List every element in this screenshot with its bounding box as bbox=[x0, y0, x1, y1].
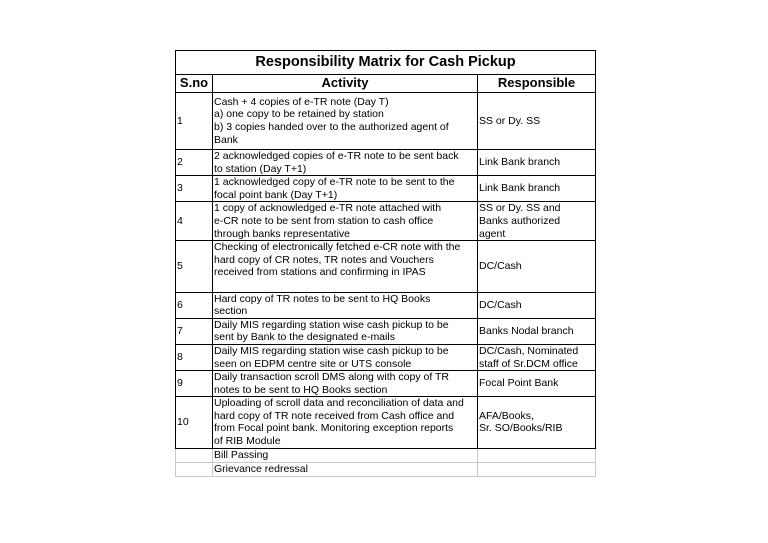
table-title: Responsibility Matrix for Cash Pickup bbox=[176, 51, 596, 75]
table-row bbox=[176, 371, 596, 397]
responsible-line: Link Bank branch bbox=[479, 182, 561, 195]
row-responsible bbox=[478, 371, 596, 397]
row-responsible bbox=[478, 202, 596, 241]
table-row bbox=[176, 292, 596, 318]
row-responsible bbox=[478, 93, 596, 150]
row-activity bbox=[213, 202, 478, 241]
row-activity bbox=[213, 176, 478, 202]
row-activity bbox=[213, 93, 478, 150]
activity-line: notes to be sent to HQ Books section bbox=[214, 383, 388, 396]
header-row bbox=[176, 75, 596, 93]
responsible-line: DC/Cash bbox=[479, 260, 522, 273]
responsible-line: Sr. SO/Books/RIB bbox=[479, 422, 563, 435]
activity-line: e-CR note to be sent from station to cash office bbox=[214, 214, 434, 227]
responsible-line: Banks authorized bbox=[479, 214, 561, 227]
activity-line: Daily MIS regarding station wise cash pickup to be bbox=[214, 318, 449, 331]
activity-line: hard copy of CR notes, TR notes and Vouchers bbox=[214, 253, 434, 266]
row-sno: 9 bbox=[176, 371, 213, 397]
row-activity bbox=[213, 371, 478, 397]
responsible-line: Banks Nodal branch bbox=[479, 325, 574, 338]
table-row bbox=[176, 318, 596, 344]
activity-line: Checking of electronically fetched e-CR note with the bbox=[214, 241, 461, 254]
header-activity: Activity bbox=[213, 75, 478, 93]
header-responsible: Responsible bbox=[478, 75, 596, 93]
responsible-line: DC/Cash, Nominated bbox=[479, 344, 579, 357]
responsible-line: Link Bank branch bbox=[479, 156, 561, 169]
activity-line: Daily MIS regarding station wise cash pickup to be bbox=[214, 344, 449, 357]
row-activity bbox=[213, 397, 478, 448]
activity-line: received from stations and confirming in IPAS bbox=[214, 266, 426, 279]
row-activity bbox=[213, 150, 478, 176]
responsible-line: Focal Point Bank bbox=[479, 377, 559, 390]
activity-line: b) 3 copies handed over to the authorized agent of bbox=[214, 121, 449, 133]
row-sno: 10 bbox=[176, 397, 213, 448]
row-responsible bbox=[478, 318, 596, 344]
row-responsible bbox=[478, 176, 596, 202]
table-row bbox=[176, 397, 596, 448]
activity-line: a) one copy to be retained by station bbox=[214, 108, 384, 121]
table-row-extra bbox=[176, 462, 596, 476]
responsible-line: staff of Sr.DCM office bbox=[479, 357, 578, 370]
activity-line: of RIB Module bbox=[214, 435, 281, 448]
row-responsible bbox=[478, 241, 596, 292]
activity-line: focal point bank (Day T+1) bbox=[214, 188, 338, 201]
row-responsible bbox=[478, 397, 596, 448]
row-sno: 4 bbox=[176, 202, 213, 241]
table-row bbox=[176, 150, 596, 176]
row-activity bbox=[213, 318, 478, 344]
activity-line: 1 acknowledged copy of e-TR note to be sent to the bbox=[214, 176, 455, 189]
row-sno-empty bbox=[176, 462, 213, 476]
row-activity bbox=[213, 241, 478, 292]
responsible-line: agent bbox=[479, 227, 506, 240]
row-responsible-empty bbox=[478, 448, 596, 462]
activity-line: 1 copy of acknowledged e-TR note attached with bbox=[214, 202, 442, 215]
activity-line: through banks representative bbox=[214, 227, 351, 240]
row-sno: 1 bbox=[176, 93, 213, 150]
table-body bbox=[176, 93, 596, 477]
responsible-line: SS or Dy. SS and bbox=[479, 202, 561, 215]
activity-line: 2 acknowledged copies of e-TR note to be sent back bbox=[214, 150, 459, 162]
table-row bbox=[176, 344, 596, 370]
row-sno: 7 bbox=[176, 318, 213, 344]
responsible-line: SS or Dy. SS bbox=[479, 114, 541, 127]
activity-line: from Focal point bank. Monitoring exception reports bbox=[214, 422, 454, 435]
responsibility-matrix-table bbox=[175, 50, 596, 477]
activity-line bbox=[214, 279, 476, 292]
row-responsible bbox=[478, 344, 596, 370]
row-activity bbox=[213, 292, 478, 318]
activity-line: section bbox=[214, 305, 248, 318]
activity-line: Daily transaction scroll DMS along with copy of TR bbox=[214, 371, 449, 384]
row-sno: 3 bbox=[176, 176, 213, 202]
row-responsible-empty bbox=[478, 462, 596, 476]
row-activity: Bill Passing bbox=[213, 448, 478, 462]
row-sno: 2 bbox=[176, 150, 213, 176]
activity-line: Cash + 4 copies of e-TR note (Day T) bbox=[214, 95, 389, 108]
title-row bbox=[176, 51, 596, 75]
activity-line: to station (Day T+1) bbox=[214, 162, 307, 175]
table-row bbox=[176, 202, 596, 241]
activity-line: hard copy of TR note received from Cash office and bbox=[214, 409, 455, 422]
row-responsible bbox=[478, 292, 596, 318]
row-sno: 5 bbox=[176, 241, 213, 292]
table-row-extra bbox=[176, 448, 596, 462]
table-row bbox=[176, 241, 596, 292]
activity-line: sent by Bank to the designated e-mails bbox=[214, 331, 395, 344]
table-row bbox=[176, 93, 596, 150]
row-activity bbox=[213, 344, 478, 370]
activity-line: Uploading of scroll data and reconciliation of data and bbox=[214, 397, 464, 410]
table-row bbox=[176, 176, 596, 202]
row-activity: Grievance redressal bbox=[213, 462, 478, 476]
row-sno: 8 bbox=[176, 344, 213, 370]
responsible-line: DC/Cash bbox=[479, 298, 522, 311]
activity-line: seen on EDPM centre site or UTS console bbox=[214, 357, 412, 370]
activity-line: Hard copy of TR notes to be sent to HQ Books bbox=[214, 292, 431, 305]
row-sno-empty bbox=[176, 448, 213, 462]
activity-line: Bank bbox=[214, 133, 238, 146]
row-responsible bbox=[478, 150, 596, 176]
row-sno: 6 bbox=[176, 292, 213, 318]
responsible-line: AFA/Books, bbox=[479, 409, 534, 422]
header-sno: S.no bbox=[176, 75, 213, 93]
